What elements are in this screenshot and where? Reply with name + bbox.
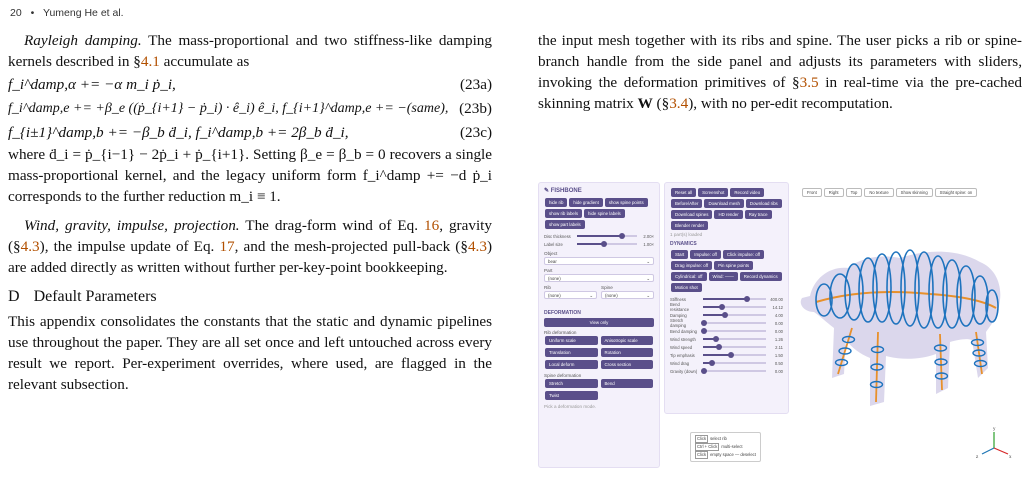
slider[interactable] — [544, 240, 654, 248]
panel-button[interactable]: Cylindrical: off — [671, 272, 707, 281]
equation-body: f_{i±1}^damp,b += −β_b ḋ_i, f_i^damp,b += 2β_b ḋ_i, — [8, 123, 349, 141]
panel-button[interactable]: Wind: —— — [709, 272, 738, 281]
slider-fill — [577, 243, 604, 245]
slider-label: Wind speed — [670, 344, 693, 350]
slider-label: Damping — [670, 312, 687, 318]
panel-button[interactable]: Impulse: off — [690, 250, 721, 259]
slider-label: Stiffness — [670, 296, 686, 302]
slider-track[interactable] — [703, 346, 766, 348]
panel-button[interactable]: Download ribs — [746, 199, 782, 208]
key-hint: Click — [697, 436, 707, 441]
text: The drag-form wind of Eq. — [239, 217, 425, 234]
slider-track[interactable] — [703, 306, 766, 308]
slider-track[interactable] — [703, 370, 766, 372]
section-ref[interactable]: 3.4 — [669, 95, 689, 112]
text: ) are added directly as written without further per-key-point bookkeeping. — [8, 238, 492, 276]
toggle-buttons — [544, 197, 654, 230]
part-select[interactable]: (none) ⌄ — [544, 274, 654, 282]
panel-button[interactable]: Cross section — [601, 360, 654, 369]
legend-text: empty space — deselect — [710, 452, 756, 457]
equation-number: (23a) — [459, 75, 492, 93]
panel-button[interactable]: Screenshot — [698, 188, 728, 197]
legend-text: multi-select — [721, 444, 743, 449]
slider[interactable] — [670, 319, 783, 327]
equation-number: (23c) — [459, 123, 492, 141]
slider-track[interactable] — [703, 322, 766, 324]
text: , and the mesh-projected pull-back (§ — [234, 238, 468, 255]
key-hint: Click — [697, 452, 707, 457]
view-button[interactable]: Straight spine: on — [935, 188, 978, 197]
slider-fill — [577, 235, 622, 237]
panel-button[interactable]: Bend — [601, 379, 654, 388]
legend-row — [695, 435, 756, 443]
section-heading — [8, 286, 492, 307]
object-value: bear — [548, 259, 557, 264]
slider[interactable] — [670, 351, 783, 359]
slider-knob[interactable] — [719, 304, 725, 310]
slider-label: Disc thickness — [544, 233, 571, 239]
panel-button[interactable]: HD render — [714, 210, 742, 219]
rib-deformation-buttons — [544, 335, 654, 370]
text: , gravity (§ — [8, 217, 492, 255]
text: (§ — [652, 95, 670, 112]
slider[interactable] — [544, 232, 654, 240]
panel-button[interactable]: Stretch — [545, 379, 598, 388]
slider[interactable] — [670, 367, 783, 375]
fish-icon: ✎ — [544, 188, 550, 194]
section-letter: D — [8, 288, 20, 305]
slider-fill — [703, 354, 731, 356]
text: the input mesh together with its ribs and spine. The user picks a rib or spine-branch handle from the side panel and adjusts its parameters with sliders, invoking the deformation primitives of § — [538, 32, 1022, 91]
panel-button[interactable]: Ray trace — [745, 210, 772, 219]
view-button[interactable]: Right — [824, 188, 844, 197]
spine-deformation-buttons — [544, 378, 654, 401]
slider-value: 4.00 — [774, 312, 783, 318]
slider-knob[interactable] — [701, 368, 707, 374]
slider-track[interactable] — [703, 298, 766, 300]
slider-label: Wind drag — [670, 360, 690, 366]
slider-knob[interactable] — [701, 320, 707, 326]
app-logo — [544, 187, 654, 194]
rib-label: Rib — [544, 285, 551, 290]
slider-label: Tip emphasis — [670, 352, 695, 358]
panel-button[interactable]: Pin spine points — [714, 261, 753, 270]
equation-body: f_i^damp,e += +β_e ((ṗ_{i+1} − ṗ_i) · ê_i) ê_i, f_{i+1}^damp,e += −(same), — [8, 100, 449, 116]
panel-button[interactable]: show part labels — [545, 220, 585, 229]
slider-label: Bend resistance — [670, 302, 690, 312]
panel-button[interactable]: Motion shot — [671, 283, 702, 292]
panel-button[interactable]: Uniform scale — [545, 336, 598, 345]
view-toolbar — [802, 188, 979, 197]
slider-value: 1.50 — [774, 352, 783, 358]
equation-ref[interactable]: 17 — [219, 238, 235, 255]
section-title: Default Parameters — [33, 288, 157, 305]
slider-value: 0.00 — [774, 320, 783, 326]
view-button[interactable]: Top — [846, 188, 863, 197]
slider-knob[interactable] — [728, 352, 734, 358]
slider-label: Stretch damping — [670, 318, 687, 328]
ui-description-paragraph — [538, 30, 1022, 114]
y-axis-label: y — [993, 427, 996, 432]
section-ref[interactable]: 4.3 — [20, 238, 40, 255]
panel-button[interactable]: Click impulse: off — [723, 250, 764, 259]
paragraph-heading: Wind, gravity, impulse, projection. — [24, 217, 240, 234]
panel-button[interactable]: Before/After — [671, 199, 702, 208]
dynamics-title: DYNAMICS — [670, 241, 697, 247]
text: in real-time via the pre-cached skinning matrix — [538, 74, 1022, 112]
slider-knob[interactable] — [722, 312, 728, 318]
parts-loaded: 1 part(s) loaded — [670, 232, 703, 237]
equation-ref[interactable]: 16 — [424, 217, 440, 234]
dynamics-sliders — [670, 295, 783, 375]
equation-23c — [8, 120, 492, 144]
slider-knob[interactable] — [713, 336, 719, 342]
slider-value: 0.50 — [774, 360, 783, 366]
export-buttons — [670, 187, 783, 231]
equation-body: f_i^damp,α += −α m_i ṗ_i, — [8, 75, 176, 93]
panel-button[interactable]: Drag impulse: off — [671, 261, 712, 270]
bear-viewport[interactable] — [790, 208, 1026, 422]
spine-label: Spine — [601, 285, 613, 290]
panel-button[interactable]: Record dynamics — [740, 272, 782, 281]
equation-23a — [8, 72, 492, 96]
spine-select[interactable]: (none) ⌄ — [601, 291, 654, 299]
rayleigh-paragraph — [8, 30, 492, 72]
slider-fill — [703, 298, 747, 300]
slider-knob[interactable] — [601, 241, 607, 247]
view-button[interactable]: Front — [802, 188, 822, 197]
slider-value: 2.11 — [775, 344, 783, 350]
object-select[interactable]: bear ⌄ — [544, 257, 654, 265]
slider[interactable] — [670, 303, 783, 311]
equation-number: (23b) — [459, 99, 492, 117]
slider-knob[interactable] — [619, 233, 625, 239]
bear-mesh — [801, 252, 1001, 406]
section-ref[interactable]: 4.1 — [140, 53, 160, 70]
slider-value: 1.00× — [643, 241, 654, 247]
wind-paragraph — [8, 215, 492, 278]
slider-label: Wind strength — [670, 336, 696, 342]
slider[interactable] — [670, 359, 783, 367]
panel-button[interactable]: Reset all — [671, 188, 696, 197]
panel-button[interactable]: hide spine labels — [584, 209, 625, 218]
slider-knob[interactable] — [709, 360, 715, 366]
slider-label: Bend damping — [670, 328, 698, 334]
slider-track[interactable] — [703, 362, 766, 364]
panel-button[interactable]: Blender render — [671, 221, 708, 230]
panel-button[interactable]: Start — [671, 250, 688, 259]
slider-value: 400.00 — [770, 296, 783, 302]
legend-row — [695, 443, 756, 451]
view-button[interactable]: No texture — [864, 188, 893, 197]
slider-track[interactable] — [703, 338, 766, 340]
matrix-symbol: W — [637, 95, 653, 112]
panel-button[interactable]: show spine points — [605, 198, 648, 207]
panel-button[interactable]: Translation — [545, 348, 598, 357]
panel-button[interactable]: Download mesh — [704, 199, 743, 208]
rib-value: (none) — [548, 293, 561, 298]
spine-deformation-label: Spine deformation — [544, 373, 582, 378]
rib-select[interactable]: (none) ⌄ — [544, 291, 597, 299]
right-column — [538, 30, 1022, 114]
slider-track[interactable] — [577, 243, 637, 245]
slider-track[interactable] — [577, 235, 637, 237]
text: The mass-proportional and two stiffness-like damping kernels described in § — [8, 32, 492, 70]
panel-button[interactable]: Rotation — [601, 348, 654, 357]
slider-knob[interactable] — [701, 328, 707, 334]
panel-button[interactable]: Local deform — [545, 360, 598, 369]
panel-button[interactable]: hide rib — [545, 198, 567, 207]
slider-track[interactable] — [703, 354, 766, 356]
legend-text: select rib — [710, 436, 727, 441]
slider-label: Label size — [544, 241, 563, 247]
paragraph-heading: Rayleigh damping. — [24, 32, 142, 49]
default-params-paragraph: This appendix consolidates the constants that the static and dynamic pipelines use throughout the paper. They are all set once and left untouched across every result we report. Per-experiment overrides, where used, are flagged in the relevant subsection. — [8, 313, 492, 393]
key-hint: Ctrl + Click — [697, 444, 718, 449]
slider-track[interactable] — [703, 314, 766, 316]
part-value: (none) — [548, 276, 561, 281]
mouse-legend — [690, 432, 761, 462]
x-axis-label: x — [1009, 455, 1012, 460]
slider-value: 2.00× — [643, 233, 654, 239]
part-label: Part — [544, 268, 553, 273]
running-header — [10, 7, 124, 19]
pick-hint: Pick a deformation mode. — [544, 404, 597, 409]
spine-value: (none) — [605, 293, 618, 298]
dynamics-buttons — [670, 249, 783, 293]
slider[interactable] — [670, 335, 783, 343]
z-axis-label: z — [976, 455, 979, 460]
right-side-panel — [664, 182, 789, 414]
legend-row — [695, 451, 756, 459]
display-sliders — [544, 232, 654, 248]
authors: Yumeng He et al. — [43, 7, 124, 19]
slider-track[interactable] — [703, 330, 766, 332]
panel-button[interactable]: Download spines — [671, 210, 712, 219]
header-separator: • — [30, 7, 35, 19]
slider-value: 1.26 — [774, 336, 783, 342]
left-side-panel — [538, 182, 660, 468]
panel-button[interactable]: show rib labels — [545, 209, 582, 218]
z-axis-line — [982, 448, 994, 454]
view-button[interactable]: Show skinning — [896, 188, 933, 197]
damping-where-paragraph: where ḋ_i = ṗ_{i−1} − 2ṗ_i + ṗ_{i+1}. Setting β_e = β_b = 0 recovers a single mass-proportional kernel, and the legacy uniform form f_i^damp += −d ṗ_i corresponds to the further reduction m_i ≡ 1. — [8, 146, 492, 205]
section-ref[interactable]: 3.5 — [799, 74, 819, 91]
object-label: Object — [544, 251, 558, 256]
panel-button[interactable]: Twist — [545, 391, 598, 400]
deformation-title: DEFORMATION — [544, 310, 581, 316]
slider-value: 14.12 — [772, 304, 783, 310]
section-ref[interactable]: 4.3 — [467, 238, 487, 255]
x-axis-line — [994, 448, 1008, 454]
page-number: 20 — [10, 7, 22, 19]
panel-button[interactable]: Record video — [730, 188, 764, 197]
logo-text: FISHBONE — [550, 188, 582, 194]
figure-fishbone-ui — [534, 182, 1026, 472]
view-only-button[interactable]: View only — [544, 318, 654, 327]
slider[interactable] — [670, 327, 783, 335]
text: accumulate as — [159, 53, 250, 70]
rib-deformation-label: Rib deformation — [544, 330, 577, 335]
panel-button[interactable]: Anisotropic scale — [601, 336, 654, 345]
panel-button[interactable]: hide gradient — [569, 198, 602, 207]
text: ), the impulse update of Eq. — [39, 238, 220, 255]
slider-value: 0.00 — [774, 328, 783, 334]
slider[interactable] — [670, 343, 783, 351]
text: ), with no per-edit recomputation. — [688, 95, 893, 112]
left-column — [8, 30, 492, 395]
slider-knob[interactable] — [716, 344, 722, 350]
slider-value: 0.00 — [774, 368, 783, 374]
equation-23b — [8, 96, 492, 120]
slider-label: Gravity (down) — [670, 368, 698, 374]
axis-gizmo — [974, 422, 1014, 462]
slider-knob[interactable] — [744, 296, 750, 302]
